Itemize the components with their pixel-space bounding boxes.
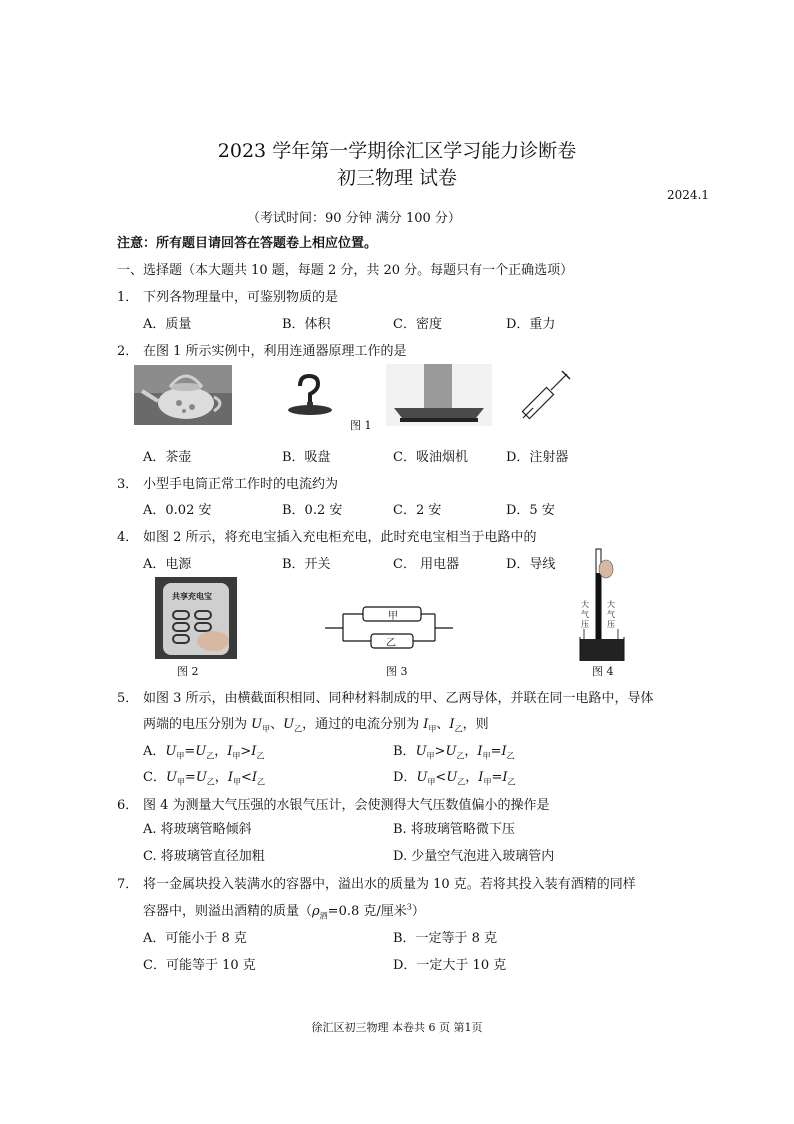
- q2-option-d: D．注射器: [506, 450, 569, 465]
- exam-title: 2023 学年第一学期徐汇区学习能力诊断卷: [217, 140, 577, 162]
- q2-number: 2．: [117, 344, 139, 359]
- q1-text: 下列各物理量中，可鉴别物质的是: [143, 290, 339, 305]
- teapot-image: [134, 365, 232, 425]
- suction-cup-image: [280, 372, 340, 424]
- q4-number: 4．: [117, 530, 139, 545]
- q2-option-c: C．吸油烟机: [393, 450, 468, 465]
- q5-option-c: C．$U_甲=U_乙$，$I_甲<I_乙$: [143, 770, 265, 787]
- q6-option-a: A. 将玻璃管略倾斜: [143, 822, 252, 837]
- q6-text: 图 4 为测量大气压强的水银气压计，会使测得大气压数值偏小的操作是: [143, 798, 550, 813]
- pressure-label-right: 大气压: [607, 600, 615, 629]
- q6-number: 6．: [117, 798, 139, 813]
- exam-date: 2024.1: [667, 188, 709, 202]
- q7-text-line2: 容器中，则溢出酒精的质量（$\rho_酒=0.8$ 克/厘米$^3$）: [143, 902, 425, 921]
- powerbank-image: [155, 577, 237, 659]
- q4-option-b: B．开关: [282, 557, 331, 572]
- q4-option-c: C． 用电器: [393, 557, 460, 572]
- powerbank-label: 共享充电宝: [172, 592, 212, 601]
- q5-text-line2: 两端的电压分别为 $U_甲$、$U_乙$，通过的电流分别为 $I_甲$、$I_乙$，则: [143, 717, 489, 734]
- q7-text: 将一金属块投入装满水的容器中，溢出水的质量为 10 克。若将其投入装有酒精的同样: [143, 877, 636, 892]
- q7-option-b: B．一定等于 8 克: [393, 931, 498, 946]
- q6-option-c: C. 将玻璃管直径加粗: [143, 849, 265, 864]
- q6-option-b: B. 将玻璃管略微下压: [393, 822, 515, 837]
- q2-option-a: A．茶壶: [143, 450, 192, 465]
- q4-text: 如图 2 所示，将充电宝插入充电柜充电，此时充电宝相当于电路中的: [143, 530, 537, 545]
- q7-number: 7．: [117, 877, 139, 892]
- q2-text: 在图 1 所示实例中，利用连通器原理工作的是: [143, 344, 407, 359]
- resistor-jia-label: 甲: [388, 611, 398, 622]
- resistor-yi-label: 乙: [386, 638, 396, 649]
- q3-option-c: C．2 安: [393, 503, 442, 518]
- q1-option-d: D．重力: [506, 317, 556, 332]
- fig1-caption: 图 1: [350, 419, 372, 432]
- page-footer: 徐汇区初三物理 本卷共 6 页 第1页: [311, 1021, 483, 1034]
- q3-option-b: B．0.2 安: [282, 503, 343, 518]
- q6-option-d: D. 少量空气泡进入玻璃管内: [393, 849, 555, 864]
- q1-option-b: B．体积: [282, 317, 331, 332]
- q4-option-a: A．电源: [143, 557, 192, 572]
- q7-option-c: C．可能等于 10 克: [143, 958, 256, 973]
- fig3-caption: 图 3: [386, 665, 408, 678]
- fig2-caption: 图 2: [177, 665, 199, 678]
- q3-number: 3．: [117, 477, 139, 492]
- q3-option-d: D．5 安: [506, 503, 555, 518]
- q3-text: 小型手电筒正常工作时的电流约为: [143, 477, 339, 492]
- exam-info: （考试时间：90 分钟 满分 100 分）: [247, 211, 461, 226]
- pressure-label-left: 大气压: [581, 600, 589, 629]
- q1-option-a: A．质量: [143, 317, 192, 332]
- q7-option-a: A．可能小于 8 克: [143, 931, 247, 946]
- q5-text: 如图 3 所示，由横截面积相同、同种材料制成的甲、乙两导体，并联在同一电路中，导体: [143, 691, 654, 706]
- syringe-image: [517, 366, 575, 424]
- range-hood-image: [386, 364, 492, 426]
- q7-option-d: D．一定大于 10 克: [393, 958, 507, 973]
- fig4-caption: 图 4: [592, 665, 614, 678]
- q4-option-d: D．导线: [506, 557, 556, 572]
- q5-number: 5．: [117, 691, 139, 706]
- q5-option-a: A．$U_甲=U_乙$，$I_甲>I_乙$: [143, 744, 265, 761]
- q5-option-d: D．$U_甲<U_乙$，$I_甲=I_乙$: [393, 770, 516, 787]
- q2-option-b: B．吸盘: [282, 450, 331, 465]
- q1-option-c: C．密度: [393, 317, 442, 332]
- section-heading: 一、选择题（本大题共 10 题，每题 2 分，共 20 分。每题只有一个正确选项）: [117, 263, 574, 278]
- q5-option-b: B．$U_甲>U_乙$，$I_甲=I_乙$: [393, 744, 515, 761]
- q1-number: 1．: [117, 290, 139, 305]
- q3-option-a: A．0.02 安: [143, 503, 212, 518]
- exam-subtitle: 初三物理 试卷: [336, 167, 458, 189]
- notice: 注意：所有题目请回答在答题卷上相应位置。: [117, 236, 378, 251]
